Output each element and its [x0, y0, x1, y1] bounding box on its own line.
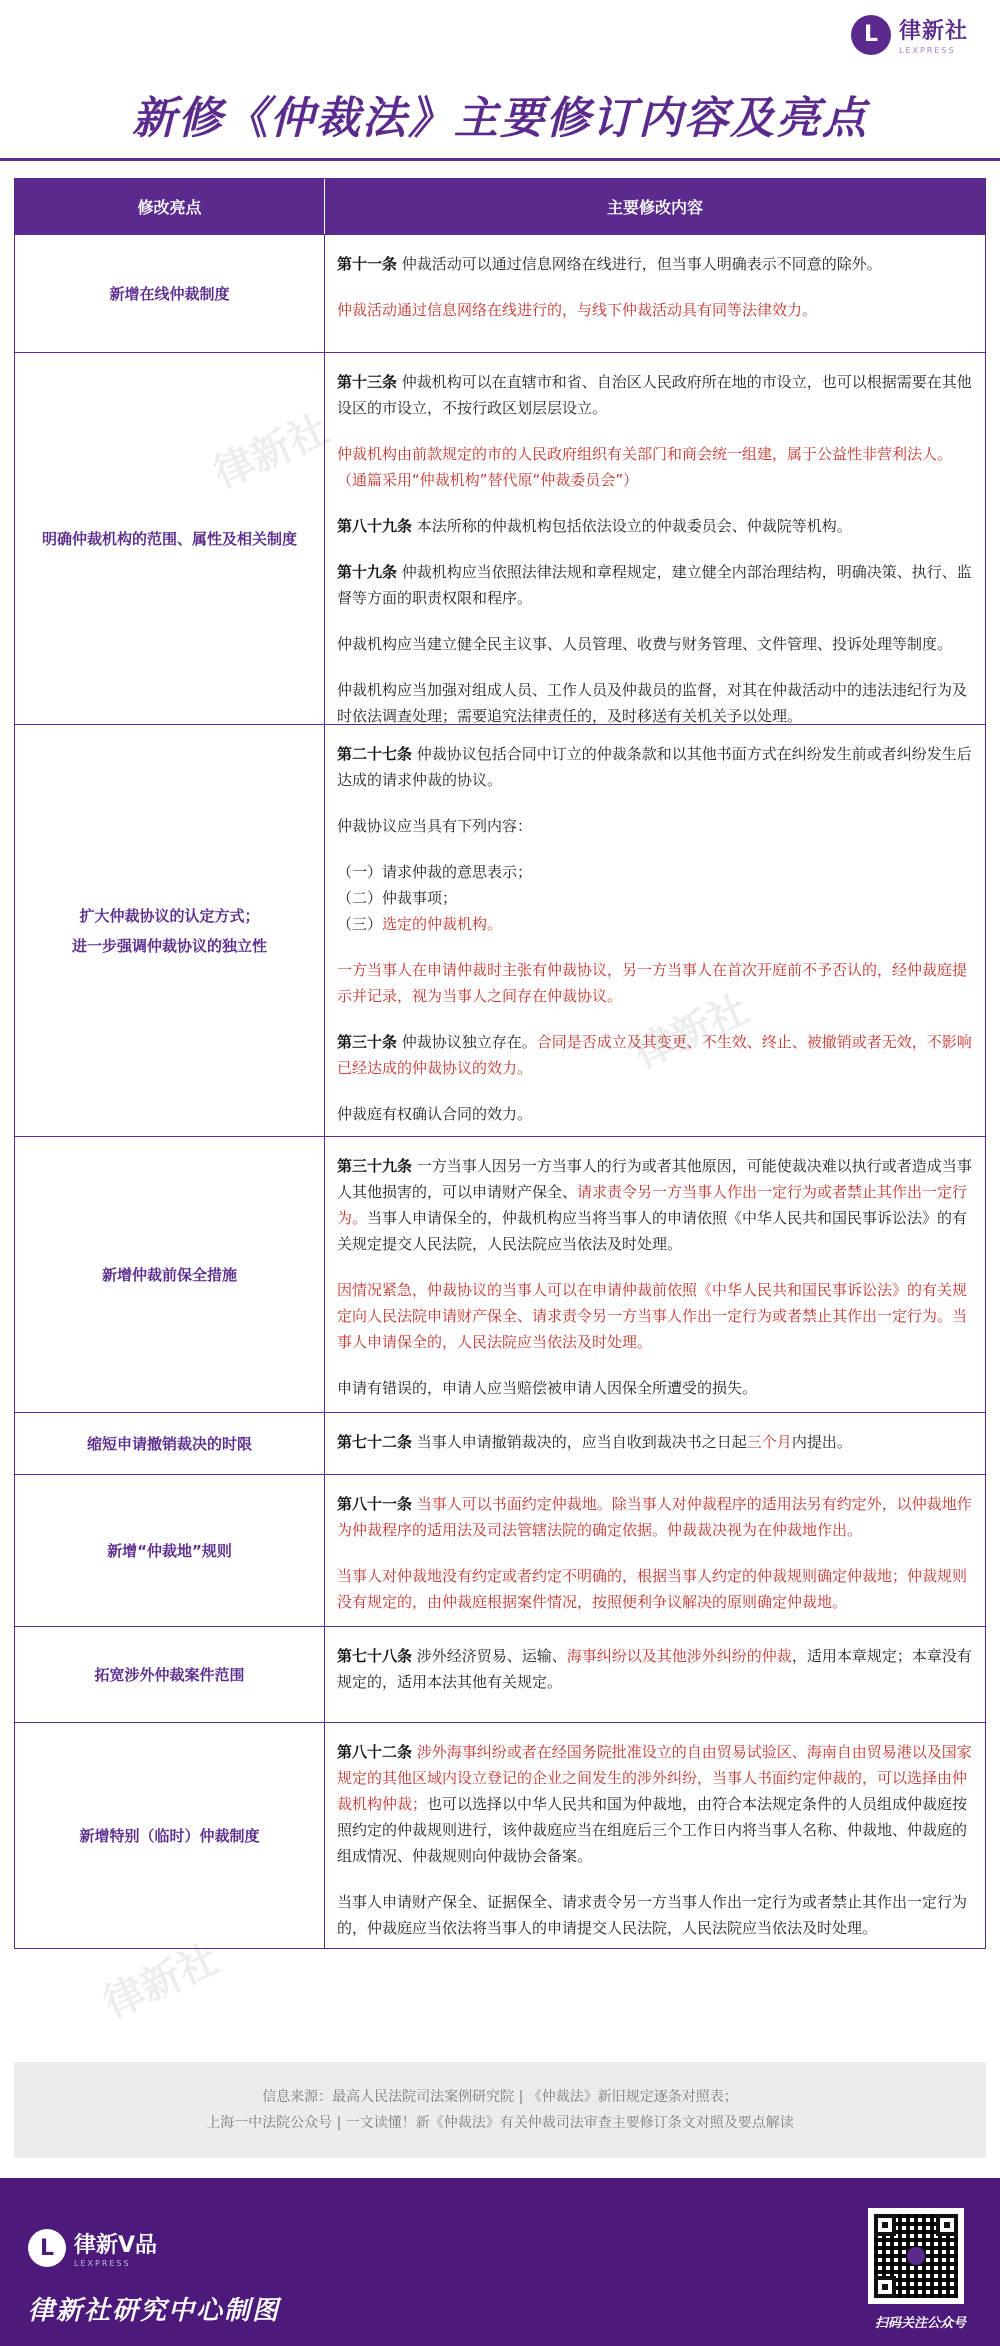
body-text: 也可以选择以中华人民共和国为仲裁地，由符合本法规定条件的人员组成仲裁庭按照约定的仲裁规则进行，该仲裁庭应当在组庭后三个工作日内将当事人名称、仲裁地、仲裁庭的组成情况、仲裁规则向仲裁协会备案。 — [337, 1795, 968, 1865]
content-paragraph — [337, 559, 973, 611]
content-paragraph — [337, 677, 973, 729]
highlighted-text: 一方当事人在申请仲裁时主张有仲裁协议，另一方当事人在首次开庭前不予否认的，经仲裁庭提示并记录，视为当事人之间存在仲裁协议。 — [337, 961, 968, 1005]
content-paragraph — [337, 441, 973, 493]
highlighted-text: 当事人可以书面约定仲裁地。除当事人对仲裁程序的适用法另有约定外，以仲裁地作为仲裁程序的适用法及司法管辖法院的确定依据。仲裁裁决视为在仲裁地作出。 — [337, 1495, 972, 1539]
content-paragraph — [337, 1739, 973, 1869]
content-paragraph — [337, 369, 973, 421]
watermark: 律新社 — [97, 1936, 226, 2028]
body-text: 申请有错误的，申请人应当赔偿被申请人因保全所遭受的损失。 — [337, 1379, 758, 1397]
article-number: 第十一条 — [337, 255, 398, 273]
table-row — [15, 724, 985, 1136]
header-highlight-column: 修改亮点 — [15, 179, 325, 234]
row-highlight-label: 新增特别（临时）仲裁制度 — [15, 1723, 325, 1948]
content-paragraph — [337, 1491, 973, 1543]
content-paragraph — [337, 297, 973, 323]
body-text: 仲裁协议独立存在。 — [397, 1033, 537, 1051]
article-number: 第十九条 — [337, 563, 398, 581]
content-paragraph — [337, 741, 973, 793]
article-number: 第八十九条 — [337, 517, 413, 535]
content-paragraph — [337, 957, 973, 1009]
content-paragraph — [337, 1153, 973, 1257]
content-paragraph — [337, 859, 973, 937]
footer-credit: 律新社研究中心制图 — [28, 2296, 281, 2326]
article-number: 第三十九条 — [337, 1157, 413, 1175]
table-row — [15, 1136, 985, 1412]
content-paragraph — [337, 513, 973, 539]
page-header — [0, 0, 1000, 165]
highlighted-text: 合同是否成立及其变更、不生效、终止、被撤销或者无效，不影响已经达成的仲裁协议的效力。 — [337, 1033, 972, 1077]
source-line-2: 上海一中法院公众号 | 一文读懂！新《仲裁法》有关仲裁司法审查主要修订条文对照及要点解读 — [206, 2115, 794, 2131]
row-content — [325, 1723, 985, 1948]
content-paragraph — [337, 813, 973, 839]
qr-code-icon — [874, 2214, 958, 2298]
body-text: 仲裁活动可以通过信息网络在线进行，但当事人明确表示不同意的除外。 — [397, 255, 882, 273]
table-row — [15, 1474, 985, 1626]
article-number: 第八十二条 — [337, 1743, 413, 1761]
highlighted-text: 海事纠纷以及其他涉外纠纷的仲裁 — [566, 1647, 792, 1665]
row-highlight-label: 新增在线仲裁制度 — [15, 235, 325, 352]
body-text: 仲裁庭有权确认合同的效力。 — [337, 1105, 533, 1123]
content-paragraph — [337, 1643, 973, 1695]
body-text: 当事人申请保全的，仲裁机构应当将当事人的申请依照《中华人民共和国民事诉讼法》的有关规定提交人民法院，人民法院应当依法及时处理。 — [337, 1209, 968, 1253]
footer-brand-name: 律新V品 — [74, 2233, 158, 2258]
row-content — [325, 1137, 985, 1412]
qr-caption: 扫码关注公众号 — [874, 2316, 966, 2331]
article-number: 第七十八条 — [337, 1647, 413, 1665]
article-number: 第十三条 — [337, 373, 398, 391]
body-text: 仲裁机构应当加强对组成人员、工作人员及仲裁员的监督，对其在仲裁活动中的违法违纪行为及时依法调查处理；需要追究法律责任的，及时移送有关机关予以处理。 — [337, 681, 968, 725]
article-number: 第三十条 — [337, 1033, 398, 1051]
row-highlight-label: 缩短申请撤销裁决的时限 — [15, 1413, 325, 1474]
body-text: 仲裁协议包括合同中订立的仲裁条款和以其他书面方式在纠纷发生前或者纠纷发生后达成的请求仲裁的协议。 — [337, 745, 972, 789]
highlighted-text: 请求责令另一方当事人作出一定行为或者禁止其作出一定行为。 — [337, 1183, 968, 1227]
highlighted-text: 选定的仲裁机构。 — [382, 915, 503, 933]
body-text: 当事人申请财产保全、证据保全、请求责令另一方当事人作出一定行为或者禁止其作出一定行为的，仲裁庭应当依法将当事人的申请提交人民法院，人民法院应当依法及时处理。 — [337, 1893, 968, 1937]
body-text: （一）请求仲裁的意思表示； （二）仲裁事项； （三） — [337, 863, 533, 933]
content-paragraph — [337, 1375, 973, 1401]
row-content — [325, 235, 985, 352]
source-note — [14, 2062, 986, 2158]
row-content — [325, 1475, 985, 1626]
row-content — [325, 1627, 985, 1722]
highlighted-text: 三个月 — [746, 1433, 792, 1451]
row-content — [325, 1413, 985, 1474]
body-text: 仲裁机构可以在直辖市和省、自治区人民政府所在地的市设立，也可以根据需要在其他设区的市设立，不按行政区划层层设立。 — [337, 373, 972, 417]
table-row — [15, 1412, 985, 1474]
table-body — [15, 234, 985, 1948]
body-text: 涉外经济贸易、运输、 — [412, 1647, 567, 1665]
row-content — [325, 725, 985, 1136]
row-content — [325, 353, 985, 724]
body-text: 仲裁机构应当建立健全民主议事、人员管理、收费与财务管理、文件管理、投诉处理等制度。 — [337, 635, 953, 653]
row-highlight-label: 拓宽涉外仲裁案件范围 — [15, 1627, 325, 1722]
page-title: 新修《仲裁法》主要修订内容及亮点 — [132, 93, 868, 144]
content-paragraph — [337, 1101, 973, 1127]
content-paragraph — [337, 1563, 973, 1615]
content-paragraph — [337, 1277, 973, 1355]
content-paragraph — [337, 1889, 973, 1941]
article-number: 第八十一条 — [337, 1495, 413, 1513]
brand-logo — [851, 14, 968, 55]
highlighted-text: 因情况紧急，仲裁协议的当事人可以在申请仲裁前依照《中华人民共和国民事诉讼法》的有关规定向人民法院申请财产保全、请求责令另一方当事人作出一定行为或者禁止其作出一定行为。当事人申请保全的，人民法院应当依法及时处理。 — [337, 1281, 968, 1351]
row-highlight-label: 新增仲裁前保全措施 — [15, 1137, 325, 1412]
body-text: 本法所称的仲裁机构包括依法设立的仲裁委员会、仲裁院等机构。 — [412, 517, 852, 535]
content-paragraph — [337, 1029, 973, 1081]
brand-logo-icon: L — [851, 15, 891, 55]
table-row — [15, 1722, 985, 1948]
amendments-table — [14, 178, 986, 1949]
watermark: 律新社 — [627, 986, 756, 1078]
row-highlight-label: 新增“仲裁地”规则 — [15, 1475, 325, 1626]
table-header — [15, 179, 985, 234]
content-paragraph — [337, 1429, 973, 1455]
body-text: ，适用本章规定；本章没有规定的，适用本法其他有关规定。 — [337, 1647, 972, 1691]
table-row — [15, 1626, 985, 1722]
content-paragraph — [337, 631, 973, 657]
brand-name: 律新社 — [898, 19, 968, 44]
body-text: 内提出。 — [791, 1433, 852, 1451]
header-content-column: 主要修改内容 — [606, 198, 703, 217]
article-number: 第七十二条 — [337, 1433, 413, 1451]
row-highlight-label: 扩大仲裁协议的认定方式； 进一步强调仲裁协议的独立性 — [15, 725, 325, 1136]
body-text: 仲裁机构应当依照法律法规和章程规定，建立健全内部治理结构，明确决策、执行、监督等方面的职责权限和程序。 — [337, 563, 972, 607]
highlighted-text: 仲裁活动通过信息网络在线进行的，与线下仲裁活动具有同等法律效力。 — [337, 301, 818, 319]
brand-tagline: LEXPRESS — [898, 46, 956, 55]
body-text: 当事人申请撤销裁决的，应当自收到裁决书之日起 — [412, 1433, 747, 1451]
table-row — [15, 352, 985, 724]
source-line-1: 信息来源：最高人民法院司法案例研究院 | 《仲裁法》新旧规定逐条对照表； — [262, 2089, 738, 2105]
page-footer — [0, 2178, 1000, 2346]
footer-logo-icon: L — [28, 2229, 66, 2267]
table-row — [15, 234, 985, 352]
highlighted-text: 当事人对仲裁地没有约定或者约定不明确的，根据当事人约定的仲裁规则确定仲裁地；仲裁规则没有规定的，由仲裁庭根据案件情况，按照便利争议解决的原则确定仲裁地。 — [337, 1567, 968, 1611]
highlighted-text: 涉外海事纠纷或者在经国务院批准设立的自由贸易试验区、海南自由贸易港以及国家规定的其他区域内设立登记的企业之间发生的涉外纠纷，当事人书面约定仲裁的，可以选择由仲裁机构仲裁； — [337, 1743, 972, 1813]
footer-logo — [28, 2228, 157, 2268]
title-divider — [0, 158, 1000, 161]
highlighted-text: 仲裁机构由前款规定的市的人民政府组织有关部门和商会统一组建，属于公益性非营利法人。（通篇采用“仲裁机构”替代原“仲裁委员会”） — [337, 445, 953, 489]
watermark: 律新社 — [207, 406, 336, 498]
body-text: 仲裁协议应当具有下列内容： — [337, 817, 533, 835]
body-text: 一方当事人因另一方当事人的行为或者其他原因，可能使裁决难以执行或者造成当事人其他损害的，可以申请财产保全、 — [337, 1157, 972, 1201]
footer-brand-tagline: LEXPRESS — [74, 2259, 131, 2268]
row-highlight-label: 明确仲裁机构的范围、属性及相关制度 — [15, 353, 325, 724]
qr-code[interactable] — [868, 2208, 964, 2304]
content-paragraph — [337, 251, 973, 277]
article-number: 第二十七条 — [337, 745, 413, 763]
